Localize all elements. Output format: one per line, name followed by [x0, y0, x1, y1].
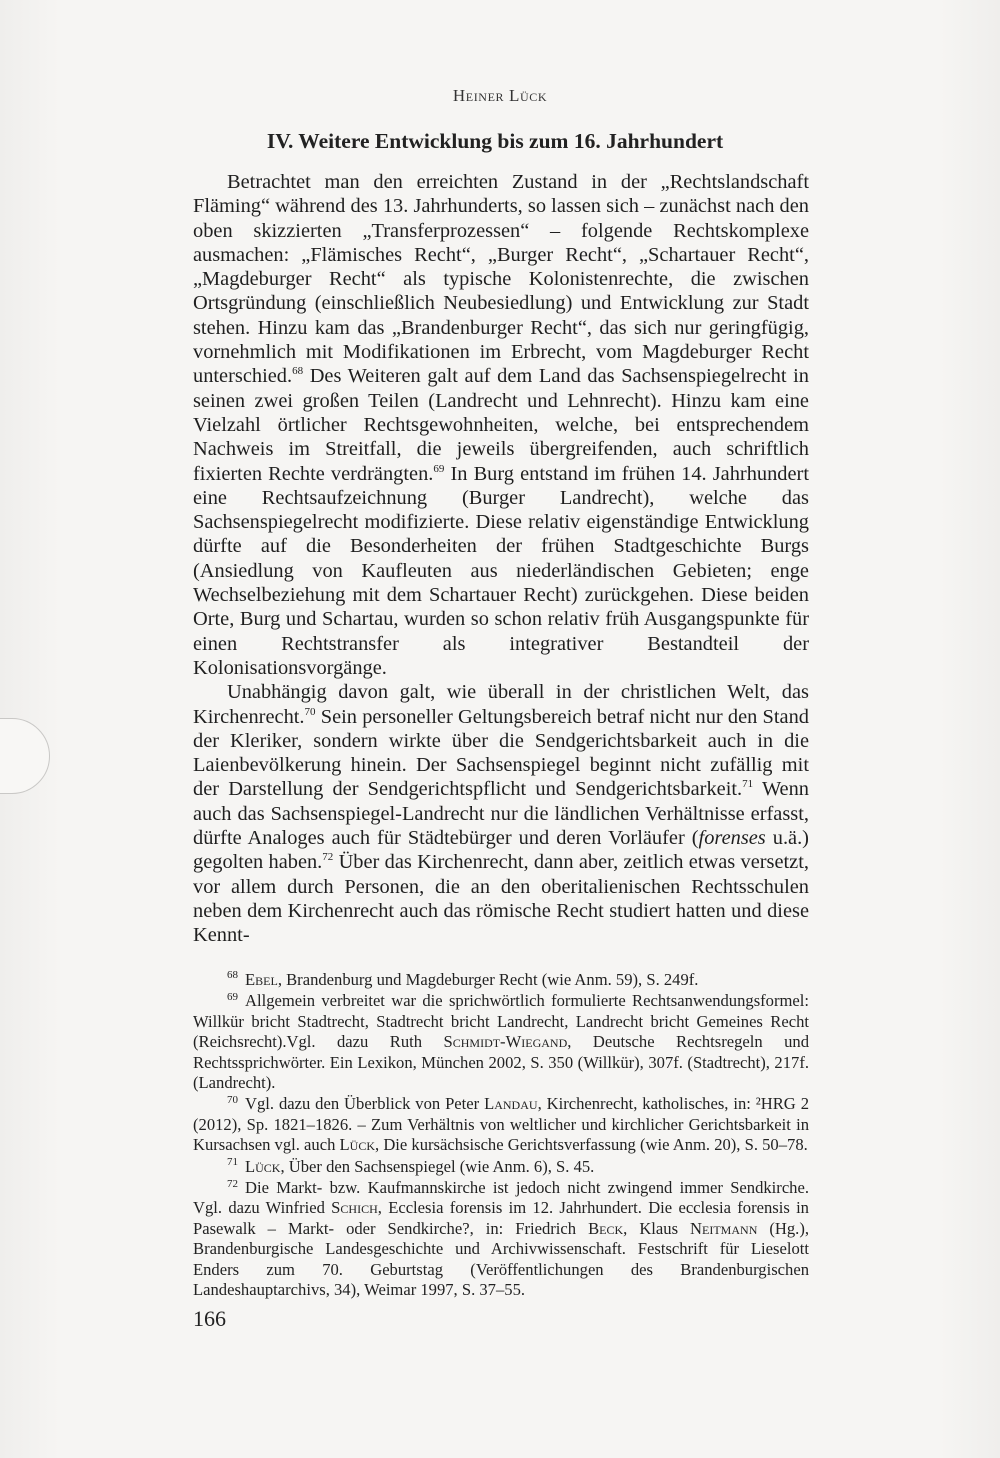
footnotes — [193, 970, 809, 1302]
footnote-text: Die Markt- bzw. Kaufmannskirche ist jedoch nicht zwingend immer Sendkirche. Vgl. dazu Winfried — [193, 1178, 809, 1218]
footnote-71 — [193, 1157, 809, 1177]
author-name: Neitmann — [690, 1218, 758, 1238]
footnote-ref-68[interactable]: 68 — [292, 365, 304, 378]
footnote-text: , Über den Sachsenspiegel (wie Anm. 6), S. 45. — [280, 1156, 595, 1176]
page-number: 166 — [193, 1306, 226, 1331]
paragraph-1 — [193, 170, 809, 680]
footnote-number: 68 — [227, 969, 238, 982]
section-title: IV. Weitere Entwicklung bis zum 16. Jahrhundert — [266, 129, 724, 153]
running-head: Heiner Lück — [452, 86, 548, 105]
paragraph-text: Unabhängig davon galt, wie überall in der christlichen Welt, das Kirchenrecht. — [193, 681, 809, 728]
author-name: Lück — [245, 1156, 281, 1176]
footnote-68 — [193, 970, 809, 990]
author-name: Schmidt-Wiegand — [443, 1032, 568, 1052]
footnote-number: 72 — [227, 1177, 238, 1190]
footnote-70 — [193, 1094, 809, 1155]
italic-term: forenses — [698, 827, 766, 850]
body-text — [193, 170, 809, 948]
author-name: Beck — [588, 1218, 624, 1238]
paragraph-text: Sein personeller Geltungsbereich betraf nicht nur den Stand der Kleriker, sondern wirkte über die Sendgerichtsbarkeit auch in die Laienbevölkerung hinein. Der Sachsenspiegel beginnt nicht zufällig mit der Darstellung der Sendgerichtspflicht und Sendgerichtsbarkeit. — [193, 705, 809, 801]
paragraph-text: Über das Kirchenrecht, dann aber, zeitlich etwas versetzt, vor allem durch Personen, die an den oberitalienischen Rechtsschulen neben dem Kirchenrecht auch das römische Recht studiert hatten und diese Kennt- — [193, 851, 809, 947]
paragraph-text: In Burg entstand im frühen 14. Jahrhundert eine Rechtsaufzeichnung (Burger Landrecht), welche das Sachsenspiegelrecht modifizierte. Diese relativ eigenständige Entwicklung dürfte auf die Besonderheiten der frühen Stadtgeschichte Burgs (Ansiedlung von Kaufleuten aus niederländischen Gebieten; enge Wechselbeziehung mit dem Schartauer Recht) zurückgehen. Diese beiden Orte, Burg und Schartau, wurden so schon relativ früh Ausgangspunkte für einen Rechtstransfer als integrativer Bestandteil der Kolonisationsvorgänge. — [193, 462, 809, 679]
author-name: Lück — [339, 1135, 376, 1155]
footnote-text: , Die kursächsische Gerichtsverfassung (wie Anm. 20), S. 50–78. — [375, 1135, 808, 1155]
paragraph-text: Betrachtet man den erreichten Zustand in der „Rechtslandschaft Fläming“ während des 13. Jahrhunderts, so lassen sich – zunächst nach den oben skizzierten „Transferprozessen“ – folgende Rechtskomplexe ausmachen: „Flämisches Recht“, „Burger Recht“, „Schartauer Recht“, „Magdeburger Recht“ als typische Kolonistenrechte, die zwischen Ortsgründung (einschließlich Neubesiedlung) und Entwicklung zur Stadt stehen. Hinzu kam das „Brandenburger Recht“, das sich nur geringfügig, vornehmlich mit Modifikationen im Erbrecht, vom Magdeburger Recht unterschied. — [193, 171, 809, 388]
footnote-number: 69 — [227, 990, 238, 1003]
footnote-69 — [193, 991, 809, 1093]
footnote-text: Allgemein verbreitet war die sprichwörtlich formulierte Rechtsanwendungsformel: Willkür bricht Stadtrecht, Stadtrecht bricht Landrecht, Landrecht bricht Gemeines Recht (Reichsrecht).Vgl. dazu Ruth — [193, 991, 809, 1052]
footnote-text: (Hg.), Brandenburgische Landesgeschichte und Archivwissenschaft. Festschrift für Lieselott Enders zum 70. Geburtstag (Veröffentlichungen des Brandenburgischen Landeshauptarchivs, 34), Weimar 1997, S. 37–55. — [193, 1218, 809, 1300]
footnote-number: 71 — [227, 1156, 238, 1169]
footnote-ref-69[interactable]: 69 — [433, 462, 445, 475]
page-edge-tab — [0, 718, 50, 794]
paragraph-text: Wenn auch das Sachsenspiegel-Landrecht nur die ländlichen Verhältnisse erfasst, dürfte Analoges auch für Städtebürger und deren Vorläufer ( — [193, 778, 809, 850]
author-name: Schich — [331, 1198, 378, 1218]
footnote-ref-71[interactable]: 71 — [742, 778, 754, 791]
footnote-text: , Kirchenrecht, katholisches, in: ²HRG 2 (2012), Sp. 1821–1826. – Zum Verhältnis von weltlicher und kirchlicher Gerichtsbarkeit in Kursachsen vgl. auch — [193, 1094, 809, 1155]
footnote-text: , Ecclesia forensis im 12. Jahrhundert. Die ecclesia forensis in Pasewalk – Markt- oder Sendkirche?, in: Friedrich — [193, 1198, 809, 1238]
footnote-ref-70[interactable]: 70 — [304, 705, 316, 718]
footnote-text: , Klaus — [623, 1218, 691, 1238]
paragraph-text: u.ä.) gegolten haben. — [193, 827, 809, 874]
paragraph-text: Des Weiteren galt auf dem Land das Sachsenspiegelrecht in seinen zwei großen Teilen (Landrecht und Lehnrecht). Hinzu kam eine Vielzahl örtlicher Rechtsgewohnheiten, welche, bei entsprechendem Nachweis im Streitfall, die jeweils übergreifenden, auch schriftlich fixierten Rechte verdrängten. — [193, 365, 809, 485]
footnote-ref-72[interactable]: 72 — [322, 851, 334, 864]
author-name: Ebel — [245, 970, 278, 989]
footnote-number: 70 — [227, 1093, 238, 1106]
footnote-text: Vgl. dazu den Überblick von Peter — [245, 1094, 485, 1114]
author-name: Landau — [484, 1094, 538, 1114]
paragraph-2 — [193, 680, 809, 947]
footnote-text: , Deutsche Rechtsregeln und Rechtssprichwörter. Ein Lexikon, München 2002, S. 350 (Willkür), 307f. (Stadtrecht), 217f. (Landrecht). — [193, 1032, 809, 1093]
footnote-72 — [193, 1178, 809, 1300]
footnote-text: , Brandenburg und Magdeburger Recht (wie Anm. 59), S. 249f. — [277, 970, 699, 989]
